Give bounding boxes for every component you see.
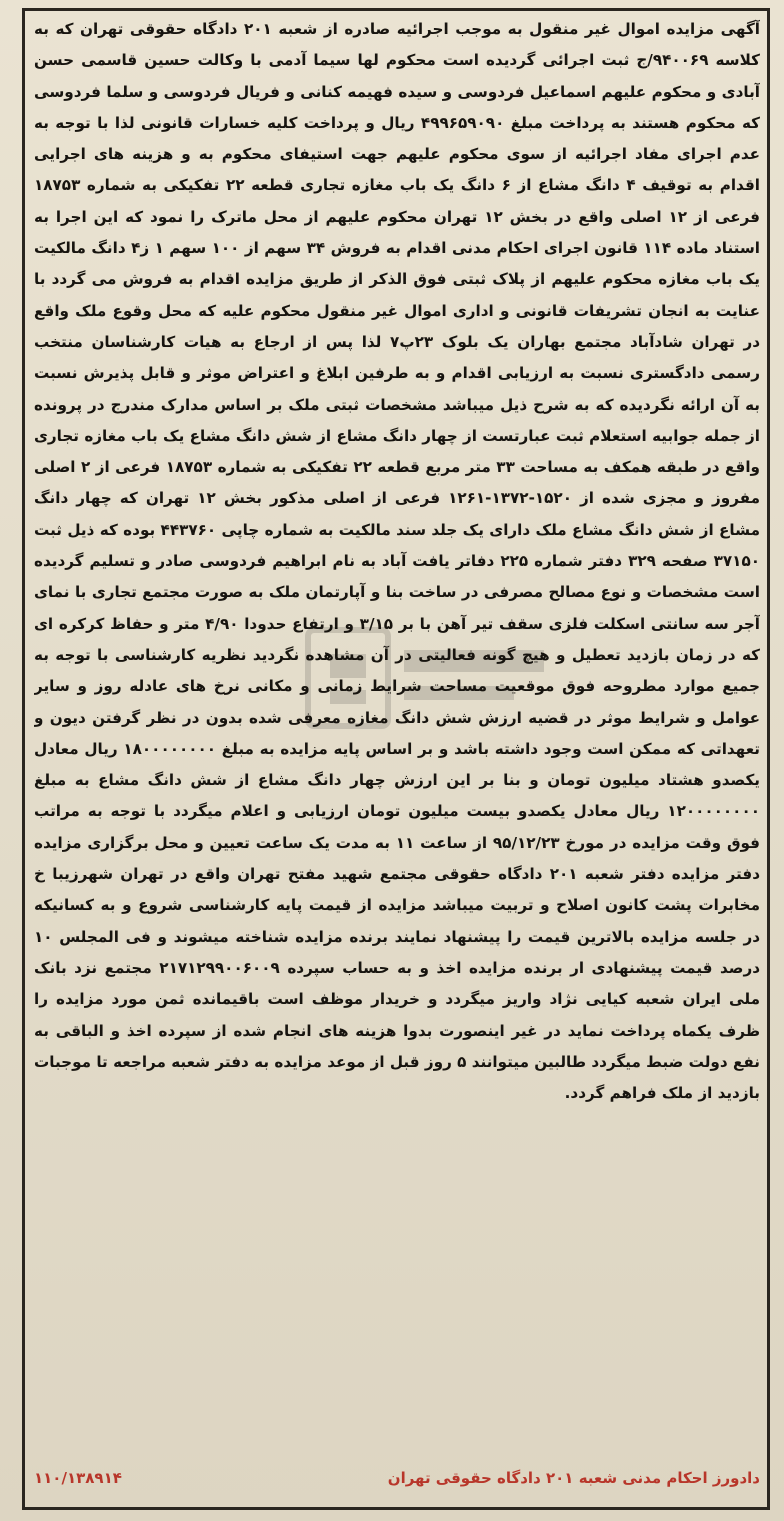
notice-footer xyxy=(34,1458,760,1498)
notice-signature: دادورز احکام مدنی شعبه ۲۰۱ دادگاه حقوقی تهران xyxy=(387,1469,760,1487)
notice-reference-number: ۱۱۰/۱۳۸۹۱۴ xyxy=(34,1469,122,1487)
auction-notice-body: آگهی مزایده اموال غیر منقول به موجب اجرائیه صادره از شعبه ۲۰۱ دادگاه حقوقی تهران که به کلاسه ۹۴۰۰۶۹/ج ثبت اجرائی گردیده است محکوم لها سیما آدمی با وکالت حسین قاسمی حسن آبادی و محکوم علیهم اسماعیل فردوسی و سیده فهیمه کنانی و فریال فردوسی و سلما فردوسی که محکوم هستند به پرداخت مبلغ ۴۹۹۶۵۹۰۹۰ ریال و پرداخت کلیه خسارات قانونی لذا با توجه به عدم اجرای مفاد اجرائیه از سوی محکوم علیهم جهت استیفای محکوم به و هزینه های اجرایی اقدام به توقیف ۴ دانگ مشاع از ۶ دانگ یک باب مغازه تجاری قطعه ۲۲ تفکیکی به شماره ۱۸۷۵۳ فرعی از ۱۲ اصلی واقع در بخش ۱۲ تهران محکوم علیهم از محل ماترک را نمود که این اجرا به استناد ماده ۱۱۴ قانون اجرای احکام مدنی اقدام به فروش ۳۴ سهم از ۱۰۰ سهم ۱ ز۴ دانگ مالکیت یک باب مغازه محکوم علیهم از پلاک ثبتی فوق الذکر از طریق مزایده اقدام به فروش می گردد با عنایت به انجان تشریفات قانونی و اداری اموال غیر منقول محکوم علیه که محل وقوع ملک واقع در تهران شادآباد مجتمع بهاران یک بلوک ۲۳پ۷ لذا پس از ارجاع به هیات کارشناسان منتخب رسمی دادگستری نسبت به ارزیابی اقدام و به طرفین ابلاغ و اعتراض موثر و قابل پذیرش نسبت به آن ارائه نگردیده که به شرح ذیل میباشد مشخصات ثبتی ملک بر اساس مدارک مندرج در پرونده از جمله جوابیه استعلام ثبت عبارتست از چهار دانگ مشاع از شش دانگ مشاع یک باب مغازه تجاری واقع در طبقه همکف به مساحت ۳۳ متر مربع قطعه ۲۲ تفکیکی به شماره ۱۸۷۵۳ فرعی از ۲ اصلی مفروز و مجزی شده از ۱۵۲۰-۱۳۷۲-۱۲۶۱ فرعی از اصلی مذکور بخش ۱۲ تهران که چهار دانگ مشاع از شش دانگ مشاع ملک دارای یک جلد سند مالکیت به شماره چاپی ۴۴۳۷۶۰ بوده که ذیل ثبت ۳۷۱۵۰ صفحه ۳۲۹ دفتر شماره ۲۲۵ دفاتر یافت آباد به نام ابراهیم فردوسی صادر و تسلیم گردیده است مشخصات و نوع مصالح مصرفی در ساخت بنا و آپارتمان ملک به صورت مجتمع تجاری با نمای آجر سه سانتی اسکلت فلزی سقف تیر آهن با بر ۳/۱۵ و ارتفاع حدودا ۴/۹۰ متر و حفاظ کرکره ای که در زمان بازدید تعطیل و هیچ گونه فعالیتی در آن مشاهده نگردید نظریه کارشناسی با توجه به جمیع موارد مطروحه فوق موقعیت مساحت شرایط زمانی و مکانی نرخ های عادله روز و سایر عوامل و شرایط موثر در قضیه ارزش شش دانگ مغازه معرفی شده بدون در نظر گرفتن دیون و تعهداتی که ممکن است وجود داشته باشد و بر اساس پایه مزایده به مبلغ ۱۸۰۰۰۰۰۰۰۰ ریال معادل یکصدو هشتاد میلیون تومان و بنا بر این ارزش چهار دانگ مشاع از شش دانگ مشاع به مبلغ ۱۲۰۰۰۰۰۰۰۰ ریال معادل یکصدو بیست میلیون تومان ارزیابی و اعلام میگردد با توجه به مراتب فوق وقت مزایده در مورخ ۹۵/۱۲/۲۳ از ساعت ۱۱ به مدت یک ساعت تعیین و محل برگزاری مزایده دفتر مزایده دفتر شعبه ۲۰۱ دادگاه حقوقی مجتمع شهید مفتح تهران واقع در تهران شهرزیبا خ مخابرات پشت کانون اصلاح و تربیت میباشد مزایده از قیمت پایه کارشناسی شروع و به کسانیکه در جلسه مزایده بالاترین قیمت را پیشنهاد نمایند برنده مزایده شناخته میشوند و فی المجلس ۱۰ درصد قیمت پیشنهادی ار برنده مزایده اخذ و به حساب سپرده ۲۱۷۱۲۹۹۰۰۶۰۰۹ مجتمع نزد بانک ملی ایران شعبه کیایی نژاد واریز میگردد و خریدار موظف است باقیمانده ثمن مورد مزایده را ظرف یکماه پرداخت نماید در غیر اینصورت بدوا هزینه های انجام شده از سپرده اخذ و الباقی به نفع دولت ضبط میگردد طالبین میتوانند ۵ روز قبل از موعد مزایده به دفتر شعبه مراجعه تا موجبات بازدید از ملک فراهم گردد. xyxy=(34,20,760,1103)
